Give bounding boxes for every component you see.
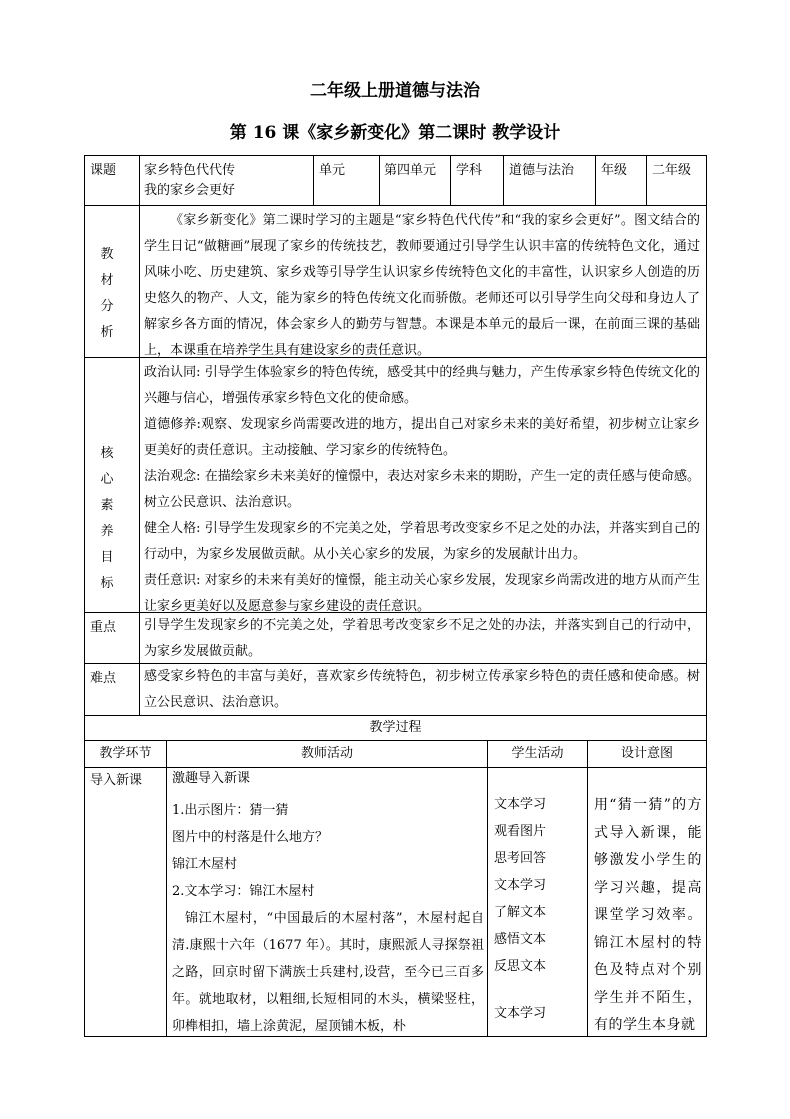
student-activity-item: 思考回答 (494, 851, 547, 866)
col-divider (595, 155, 596, 205)
goals-text (144, 360, 700, 620)
student-activity-item: 感悟文本 (494, 932, 547, 947)
goal-item: 健全人格: 引导学生发现家乡的不完美之处，学着思考改变家乡不足之处的办法，并落实到自己的行动中，为家乡发展做贡献。从小关心家乡的发展，为家乡的发展献计出力。 (144, 521, 700, 562)
goals-label-line: 目 标 (100, 550, 124, 591)
teacher-line: 激趣导入新课 (172, 771, 251, 786)
goals-label (86, 441, 138, 597)
student-activity (494, 791, 586, 1027)
goal-item: 法治观念: 在描绘家乡未来美好的憧憬中，表达对家乡未来的期盼，产生一定的责任感与使命感。树立公民意识、法治意识。 (144, 469, 700, 510)
goal-item: 责任意识: 对家乡的未来有美好的憧憬，能主动关心家乡发展，发现家乡尚需改进的地方从而产生让家乡更美好以及愿意参与家乡建设的责任意识。 (144, 573, 700, 614)
row-divider (84, 740, 707, 741)
document-title: 二年级上册道德与法治 (310, 81, 480, 101)
subject-value: 道德与法治 (509, 163, 575, 178)
unit-value: 第四单元 (384, 163, 437, 178)
process-header-stage: 教学环节 (99, 746, 152, 761)
analysis-label (86, 242, 138, 346)
teacher-line: 2.文本学习：锦江木屋村 (172, 884, 315, 899)
teacher-paragraph: 锦江木屋村，“中国最后的木屋村落”，木屋村起自清.康熙十六年（1677 年）。其时，康熙派人寻探祭祖之路，回京时留下满族士兵建村,设营，至今已三百多年。就地取材，以粗细,长短相同的木头，横梁竖柱，卯榫相扣，墙上涂黄泥，屋顶铺木板，朴 (172, 911, 484, 1034)
teacher-steps (172, 797, 484, 905)
topic-label: 课题 (90, 163, 117, 178)
key-point-label: 重点 (90, 620, 117, 635)
student-activity-item: 了解文本 (494, 905, 547, 920)
col-divider (166, 740, 167, 1036)
row-divider (84, 767, 707, 768)
difficulty-text: 感受家乡特色的丰富与美好，喜欢家乡传统特色，初步树立传承家乡特色的责任感和使命感。树立公民意识、法治意识。 (144, 669, 700, 710)
table-border-right (706, 155, 707, 1036)
col-divider (379, 155, 380, 205)
key-point-text: 引导学生发现家乡的不完美之处，学着思考改变家乡不足之处的办法，并落实到自己的行动中，为家乡发展做贡献。 (144, 618, 700, 659)
student-activity-item: 文本学习 (494, 878, 547, 893)
grade-value: 二年级 (652, 163, 692, 178)
unit-label: 单元 (319, 163, 346, 178)
analysis-paragraph: 《家乡新变化》第二课时学习的主题是“家乡特色代代传”和“我的家乡会更好”。图文结合的学生日记“做糖画”展现了家乡的传统技艺，教师要通过引导学生认识丰富的传统特色文化，通过风味小吃、历史建筑、家乡戏等引导学生认识家乡传统特色文化的丰富性，认识家乡人创造的历史悠久的物产、人文，能为家乡的特色传统文化而骄傲。老师还可以引导学生向父母和身边人了解家乡各方面的情况，体会家乡人的勤劳与智慧。本课是本单元的最后一课，在前面三课的基础上，本课重在培养学生具有建设家乡的责任意识。 (144, 213, 700, 358)
student-activity-item: 反思文本 (494, 959, 547, 974)
teacher-line: 锦江木屋村 (172, 857, 238, 872)
analysis-label-line: 分 析 (100, 299, 124, 340)
difficulty-label: 难点 (90, 671, 117, 686)
topic-line: 我的家乡会更好 (144, 183, 236, 198)
goal-item: 道德修养:观察、发现家乡尚需要改进的地方，提出自己对家乡未来的美好希望，初步树立让家乡更美好的责任意识。主动接触、学习家乡的传统特色。 (144, 417, 700, 458)
goal-item: 政治认同: 引导学生体验家乡的特色传统，感受其中的经典与魅力，产生传承家乡特色传统文化的兴趣与信心，增强传承家乡特色文化的使命感。 (144, 365, 700, 406)
lesson-title: 第 16 课《家乡新变化》第二课时 教学设计 (229, 123, 561, 143)
teacher-activity (172, 769, 484, 1040)
topic-value (144, 161, 312, 201)
col-divider (313, 155, 314, 205)
process-header-teacher: 教师活动 (300, 746, 353, 761)
design-intent (594, 792, 702, 1040)
process-header-student: 学生活动 (511, 746, 564, 761)
process-header-intent: 设计意图 (620, 746, 673, 761)
goals-label-line: 素 养 (100, 498, 124, 539)
col-divider (646, 155, 647, 205)
stage-label: 导入新课 (90, 773, 143, 788)
table-border-top (84, 155, 707, 156)
col-divider (503, 155, 504, 205)
analysis-text (144, 208, 700, 364)
process-title: 教学过程 (369, 720, 422, 735)
col-divider (450, 155, 451, 205)
student-activity-item: 文本学习 (494, 797, 547, 812)
student-activity-gap (494, 980, 586, 1000)
student-activity-item: 观看图片 (494, 824, 547, 839)
design-intent-text: 用“猜一猜”的方式导入新课，能够激发小学生的学习兴趣，提高课堂学习效率。锦江木屋村的特色及特点对个别学生并不陌生，有的学生本身就 (594, 797, 702, 1033)
row-divider (84, 205, 707, 206)
grade-label: 年级 (601, 163, 628, 178)
col-divider (139, 155, 140, 715)
analysis-label-line: 教 材 (100, 247, 124, 288)
col-divider (587, 740, 588, 1036)
col-divider (487, 740, 488, 1036)
teacher-line: 1.出示图片：猜一猜 (172, 803, 289, 818)
subject-label: 学科 (456, 163, 483, 178)
student-activity-item: 文本学习 (494, 1006, 547, 1021)
topic-line: 家乡特色代代传 (144, 163, 236, 178)
teacher-line: 图片中的村落是什么地方？ (172, 830, 329, 845)
goals-label-line: 核 心 (100, 446, 124, 487)
table-border-left (84, 155, 85, 1036)
